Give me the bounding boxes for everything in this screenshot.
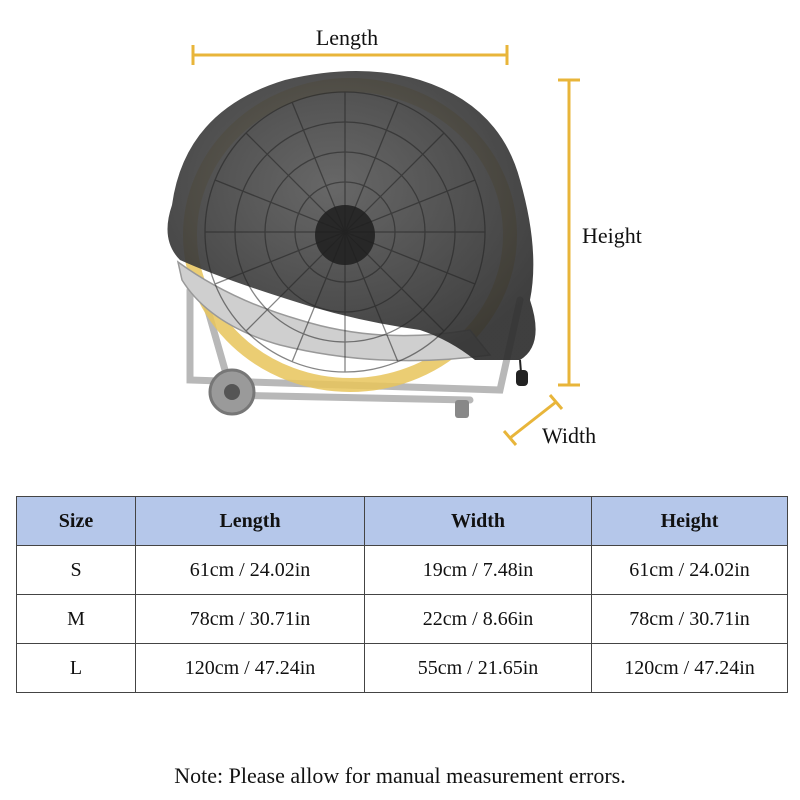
table-row: [17, 595, 788, 644]
drawstring-toggle: [516, 360, 528, 386]
height-cell: 61cm / 24.02in: [592, 546, 788, 595]
measurement-note: Note: Please allow for manual measurement errors.: [174, 763, 626, 788]
header-length: Length: [136, 497, 365, 546]
fan-foot: [455, 400, 469, 418]
length-label: Length: [315, 25, 379, 50]
length-cell: 78cm / 30.71in: [136, 595, 365, 644]
header-size: Size: [17, 497, 136, 546]
height-label: Height: [582, 223, 642, 248]
width-cell: 19cm / 7.48in: [365, 546, 592, 595]
height-cell: 120cm / 47.24in: [592, 644, 788, 693]
width-cell: 55cm / 21.65in: [365, 644, 592, 693]
size-cell: S: [17, 546, 136, 595]
table-row: [17, 546, 788, 595]
height-dimension: [558, 80, 580, 385]
width-cell: 22cm / 8.66in: [365, 595, 592, 644]
fan-wheel: [210, 370, 254, 414]
height-cell: 78cm / 30.71in: [592, 595, 788, 644]
length-cell: 61cm / 24.02in: [136, 546, 365, 595]
fan-hub: [315, 205, 375, 265]
width-label: Width: [542, 423, 597, 448]
table-row: [17, 644, 788, 693]
size-cell: L: [17, 644, 136, 693]
size-table: [16, 496, 788, 693]
table-header-row: [17, 497, 788, 546]
header-width: Width: [365, 497, 592, 546]
length-cell: 120cm / 47.24in: [136, 644, 365, 693]
header-height: Height: [592, 497, 788, 546]
size-cell: M: [17, 595, 136, 644]
